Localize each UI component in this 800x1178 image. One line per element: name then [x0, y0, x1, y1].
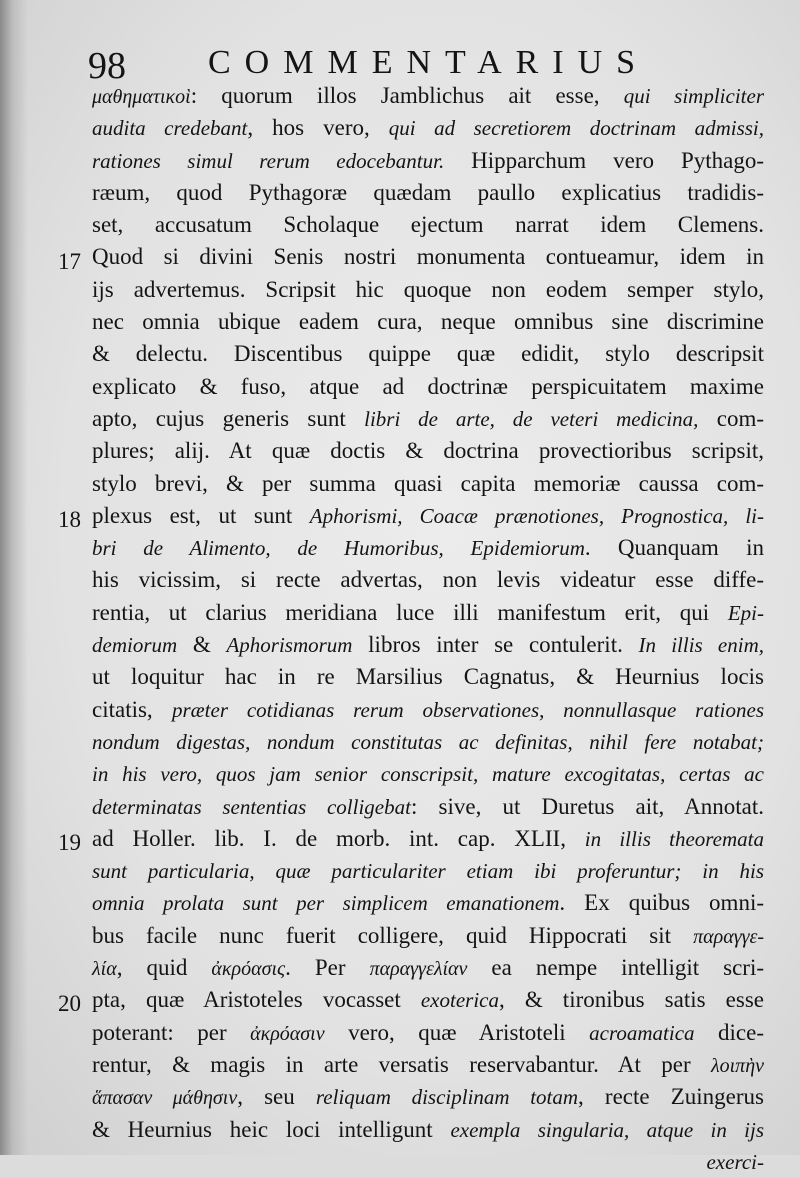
roman-text: libros inter se contulerit. [352, 632, 639, 658]
italic-text: omnia prolata sunt per simplicem emanationem [92, 891, 560, 916]
text-line [92, 564, 764, 596]
italic-text: in his vero, quos jam senior conscripsit, mature excogitatas, certas ac [92, 762, 764, 787]
roman-text: poterant: per [92, 1019, 251, 1045]
greek-text: λοιπὴν [710, 1054, 764, 1077]
text-line [92, 241, 764, 273]
roman-text: Quod si divini Senis nostri monumenta contueamur, idem in [92, 244, 764, 270]
section-number: 19 [58, 829, 81, 855]
text-line [92, 532, 764, 564]
greek-text: παραγγελίαν [369, 958, 468, 981]
roman-text: . Ex quibus omni- [559, 890, 764, 916]
italic-text: qui ad secretiorem doctrinam admissi, [388, 116, 765, 141]
section-number: 20 [58, 991, 81, 1017]
italic-text: sunt particularia, quæ particulariter etiam ibi proferuntur; in his [92, 859, 764, 884]
greek-text: μαθηματικοὶ [92, 86, 191, 108]
roman-text: set, accusatum Scholaque ejectum narrat idem Clemens. [92, 212, 764, 238]
roman-text: , quid [116, 955, 212, 981]
text-line [92, 80, 764, 112]
italic-text: acroamatica [589, 1020, 695, 1045]
roman-text: & [177, 632, 227, 658]
text-line [92, 112, 764, 144]
roman-text: pta, quæ Aristoteles vocasset [92, 987, 421, 1013]
text-line [92, 694, 764, 726]
roman-text: : sive, ut Duretus ait, Annotat. [410, 793, 765, 819]
roman-text: ad Holler. lib. I. de morb. int. cap. XLII, [92, 825, 585, 851]
roman-text: & Heurnius heic loci intelligunt [92, 1116, 451, 1142]
italic-text: Aphorismorum [226, 633, 353, 658]
italic-text: In illis enim, [638, 633, 764, 658]
roman-text: nec omnia ubique eadem cura, neque omnibus sine discrimine [92, 309, 764, 335]
greek-text: παραγγε- [693, 925, 764, 948]
roman-text: , recte Zuingerus [578, 1084, 764, 1110]
italic-text: rationes simul rerum edocebantur. [92, 148, 445, 173]
text-line [92, 629, 764, 661]
greek-text: ἀκρόασιν [250, 1022, 325, 1045]
text-line [92, 403, 764, 435]
roman-text: . Per [285, 955, 370, 981]
text-line [92, 468, 764, 500]
roman-text: ut loquitur hac in re Marsilius Cagnatus, & Heurnius locis [92, 664, 764, 690]
text-line [92, 306, 764, 338]
italic-text: Aphorismi, Coacæ prænotiones, Prognostica, li- [309, 503, 764, 528]
text-line [92, 855, 764, 887]
italic-text: bri de Alimento, de Humoribus, Epidemiorum [92, 536, 585, 561]
roman-text: ræum, quod Pythagoræ quædam paullo explicatius tradidis- [92, 179, 764, 205]
roman-text: dice- [694, 1019, 764, 1045]
roman-text: plures; alij. At quæ doctis & doctrina provectioribus scripsit, [92, 438, 764, 464]
italic-text: audita credebant [92, 116, 248, 141]
roman-text: ea nempe intelligit scri- [467, 955, 764, 981]
italic-text: exerci- [706, 1149, 764, 1174]
greek-text: ἅπασαν μάθησιν [92, 1087, 238, 1110]
text-line [92, 1049, 764, 1081]
roman-text: vero, quæ Aristoteli [324, 1019, 590, 1045]
italic-text: in illis theoremata [584, 826, 765, 851]
roman-text: his vicissim, si recte advertas, non levis videatur esse diffe- [92, 567, 764, 593]
greek-text: ἀκρόασις [211, 958, 286, 981]
roman-text: citatis, [92, 696, 172, 722]
italic-text: præter cotidianas rerum observationes, nonnullasque rationes [172, 697, 764, 722]
text-line [92, 274, 764, 306]
roman-text: , & tironibus satis esse [498, 987, 764, 1013]
roman-text: Hipparchum vero Pythago- [444, 147, 764, 173]
text-line [92, 758, 764, 790]
text-line [92, 984, 764, 1016]
page-number: 98 [88, 45, 126, 87]
text-line [92, 209, 764, 241]
italic-text: determinatas sententias colligebat [92, 794, 411, 819]
roman-text: ijs advertemus. Scripsit hic quoque non eodem semper stylo, [92, 276, 764, 302]
text-line [92, 371, 764, 403]
roman-text: bus facile nunc fuerit colligere, quid Hippocrati sit [92, 922, 694, 948]
text-line [92, 1017, 764, 1049]
text-line [92, 823, 764, 855]
section-number: 18 [58, 506, 81, 532]
roman-text: , hos vero, [247, 115, 389, 141]
greek-text: λία [92, 958, 117, 981]
text-line [92, 791, 764, 823]
italic-text: exoterica [420, 988, 499, 1013]
text-block [92, 80, 764, 1178]
text-line [92, 661, 764, 693]
roman-text: : quorum illos Jamblichus ait esse, [190, 83, 624, 108]
section-number: 17 [58, 248, 81, 274]
italic-text: demiorum [92, 633, 178, 658]
roman-text: explicato & fuso, atque ad doctrinæ perspicuitatem maxime [92, 373, 764, 399]
text-line [92, 435, 764, 467]
running-head: COMMENTARIUS [208, 44, 650, 81]
text-line [92, 338, 764, 370]
text-line [92, 952, 764, 984]
roman-text: apto, cujus generis sunt [92, 405, 365, 431]
italic-text: libri de arte, de veteri medicina, [364, 406, 699, 431]
italic-text: exempla singularia, atque in ijs [450, 1117, 764, 1142]
text-line [92, 1114, 764, 1146]
roman-text: & delectu. Discentibus quippe quæ edidit, stylo descripsit [92, 341, 764, 367]
roman-text: stylo brevi, & per summa quasi capita memoriæ caussa com- [92, 470, 764, 496]
gutter-shadow [0, 0, 28, 1155]
roman-text: rentur, & magis in arte versatis reservabantur. At per [92, 1051, 711, 1077]
text-line [92, 500, 764, 532]
italic-text: qui simpliciter [623, 84, 764, 108]
text-line [92, 177, 764, 209]
roman-text: com- [698, 405, 764, 431]
text-line [92, 145, 764, 177]
roman-text: plexus est, ut sunt [92, 502, 310, 528]
italic-text: nondum digestas, nondum constitutas ac definitas, nihil fere notabat; [92, 729, 764, 754]
text-line [92, 887, 764, 919]
text-line [92, 1081, 764, 1113]
text-line [92, 1146, 764, 1178]
text-line [92, 726, 764, 758]
text-line [92, 920, 764, 952]
roman-text: rentia, ut clarius meridiana luce illi manifestum erit, qui [92, 599, 728, 625]
text-line [92, 597, 764, 629]
italic-text: Epi- [727, 600, 764, 625]
italic-text: reliquam disciplinam totam [315, 1085, 579, 1110]
roman-text: . Quanquam in [584, 535, 764, 561]
roman-text: , seu [237, 1084, 316, 1110]
